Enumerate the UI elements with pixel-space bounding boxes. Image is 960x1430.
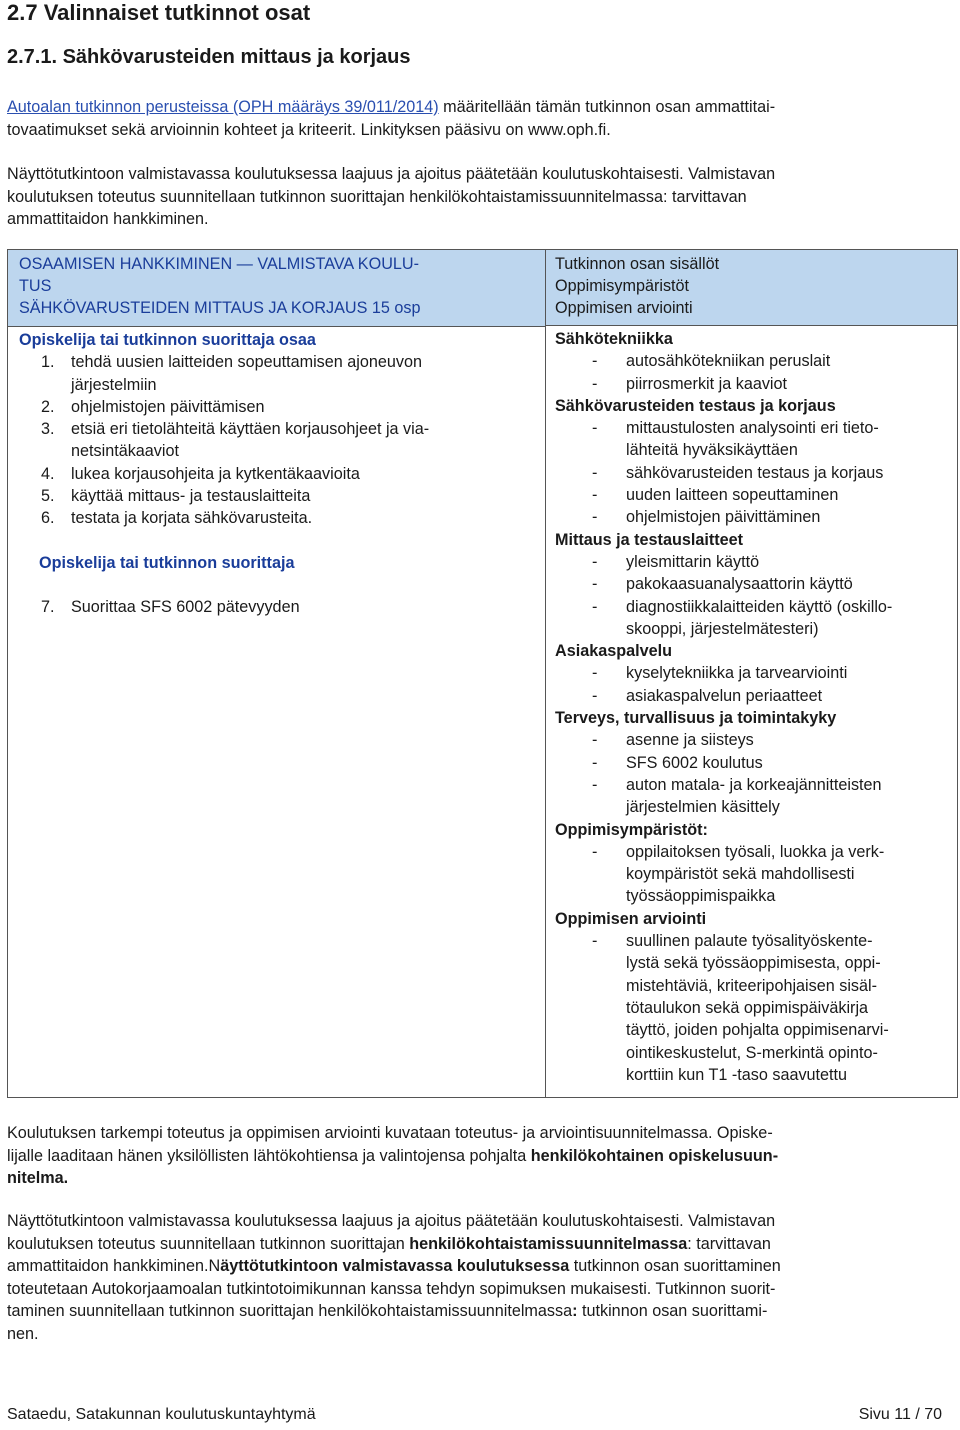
- footer-organisation: Sataedu, Satakunnan koulutuskuntayhtymä: [7, 1406, 316, 1423]
- para4-line2-a: koulutuksen toteutus suunnitellaan tutkinnon suorittajan: [7, 1234, 410, 1253]
- list-item-number: 4.: [41, 464, 55, 483]
- content-item-text: asenne ja siisteys: [626, 731, 754, 750]
- intro-paragraph: [7, 96, 953, 141]
- para3-line1: Koulutuksen tarkempi toteutus ja oppimisen arviointi kuvataan toteutus- ja arviointisuunnitelmassa. Opiske-: [7, 1124, 773, 1142]
- list-item-text: ohjelmistojen päivittämisen: [71, 397, 265, 416]
- left-header-line: SÄHKÖVARUSTEIDEN MITTAUS JA KORJAUS 15 osp: [19, 299, 421, 317]
- content-item-text: järjestelmien käsittely: [626, 798, 780, 817]
- content-item-text: työssäoppimispaikka: [626, 887, 776, 906]
- list-item-number: 6.: [41, 509, 55, 528]
- content-item-line: [555, 506, 951, 528]
- list-item-line: [19, 596, 537, 618]
- content-item-text: täyttö, joiden pohjalta oppimisenarvi-: [626, 1021, 889, 1040]
- content-section-title: Sähkötekniikka: [555, 330, 673, 348]
- list-item-line: [19, 418, 537, 440]
- list-item: [19, 396, 537, 418]
- content-list-item: [555, 573, 951, 595]
- content-item-text: mistehtäviä, kriteeripohjaisen sisäl-: [626, 976, 878, 995]
- table-left-column: [8, 250, 545, 1097]
- content-item-line: [555, 662, 951, 684]
- content-item-line: [555, 373, 951, 395]
- competence-subheading-2: Opiskelija tai tutkinnon suorittaja: [39, 553, 295, 572]
- para3-line3-bold: nitelma.: [7, 1169, 69, 1187]
- content-item-line: [555, 952, 951, 974]
- competence-subheading: Opiskelija tai tutkinnon suorittaja osaa: [19, 331, 316, 349]
- list-item: [19, 418, 537, 463]
- bullet-dash: -: [592, 664, 598, 683]
- list-item: [19, 507, 537, 529]
- para4-line3-a: ammattitaidon hankkiminen.N: [7, 1257, 221, 1275]
- content-item-line: [555, 796, 951, 818]
- competence-list: [19, 351, 537, 529]
- preparatory-training-paragraph: [7, 163, 953, 231]
- table-right-column: [545, 250, 957, 1097]
- content-item-text: lähteitä hyväksikäyttäen: [626, 441, 798, 460]
- table-right-header: [546, 250, 957, 326]
- bullet-dash: -: [592, 753, 598, 772]
- content-item-line: [555, 462, 951, 484]
- content-list-item: [555, 662, 951, 684]
- content-item-line: [555, 1064, 951, 1086]
- bullet-dash: -: [592, 419, 598, 438]
- list-item-line: [19, 507, 537, 529]
- content-list-item: [555, 462, 951, 484]
- organisation-paragraph: [7, 1210, 953, 1345]
- bullet-dash: -: [592, 508, 598, 527]
- content-item-line: [555, 885, 951, 907]
- content-item-line: [555, 729, 951, 751]
- list-item: [19, 485, 537, 507]
- list-item: [19, 351, 537, 396]
- content-item-text: diagnostiikkalaitteiden käyttö (oskillo-: [626, 597, 893, 616]
- content-item-line: [555, 551, 951, 573]
- content-item-text: lystä sekä työssäoppimisesta, oppi-: [626, 954, 881, 973]
- content-item-line: [555, 618, 951, 640]
- list-item-number: 1.: [41, 353, 55, 372]
- content-item-line: [555, 930, 951, 952]
- content-list-item: [555, 685, 951, 707]
- content-list-item: [555, 752, 951, 774]
- bullet-dash: -: [592, 463, 598, 482]
- content-item-text: koympäristöt sekä mahdollisesti: [626, 865, 855, 884]
- content-item-line: [555, 774, 951, 796]
- para4-line2-c: : tarvittavan: [687, 1234, 771, 1253]
- bullet-dash: -: [592, 597, 598, 616]
- intro-line2-text: tovaatimukset sekä arvioinnin kohteet ja kriteerit. Linkityksen pääsivu on www.oph.fi.: [7, 120, 611, 139]
- content-item-text: auton matala- ja korkeajännitteisten: [626, 775, 882, 794]
- para2-line: Näyttötutkintoon valmistavassa koulutuksessa laajuus ja ajoitus päätetään koulutuskohtaisesti. Valmistavan: [7, 165, 776, 183]
- para3-line2-text: lijalle laaditaan hänen yksilöllisten lähtökohtiensa ja valintojensa pohjalta: [7, 1146, 531, 1165]
- para3-line2-bold: henkilökohtainen opiskelusuun-: [530, 1146, 779, 1165]
- content-item-text: asiakaspalvelun periaatteet: [626, 686, 823, 705]
- right-header-line: Tutkinnon osan sisällöt: [555, 255, 720, 273]
- tutkinnon-perusteet-link[interactable]: Autoalan tutkinnon perusteissa (OPH määräys 39/011/2014): [7, 98, 439, 116]
- table-left-header: [8, 250, 545, 327]
- table-right-body: [555, 328, 951, 1086]
- content-item-text: piirrosmerkit ja kaaviot: [626, 374, 788, 393]
- content-section-title: Oppimisen arviointi: [555, 909, 707, 928]
- content-section-title: Sähkövarusteiden testaus ja korjaus: [555, 396, 836, 415]
- para4-line5-b: :: [572, 1302, 578, 1320]
- content-item-line: [555, 685, 951, 707]
- list-item-text: testata ja korjata sähkövarusteita.: [71, 509, 313, 528]
- list-item-text: etsiä eri tietolähteitä käyttäen korjausohjeet ja via-: [71, 420, 430, 439]
- bullet-dash: -: [592, 374, 598, 393]
- content-item-text: korttiin kun T1 -taso saavutettu: [626, 1065, 848, 1084]
- para4-line5-a: taminen suunnitellaan tutkinnon suorittajan henkilökohtaistamissuunnitelmassa: [7, 1302, 573, 1320]
- para2-line: ammattitaidon hankkiminen.: [7, 210, 209, 228]
- content-item-line: [555, 841, 951, 863]
- para4-line6: nen.: [7, 1324, 39, 1343]
- content-item-text: uuden laitteen sopeuttaminen: [626, 486, 839, 505]
- content-item-line: [555, 752, 951, 774]
- bullet-dash: -: [592, 352, 598, 371]
- bullet-dash: -: [592, 775, 598, 794]
- content-item-text: pakokaasuanalysaattorin käyttö: [626, 575, 853, 594]
- list-item-text: käyttää mittaus- ja testauslaitteita: [71, 487, 311, 506]
- intro-line1-text: määritellään tämän tutkinnon osan ammattitai-: [438, 98, 776, 116]
- content-item-text: yleismittarin käyttö: [626, 552, 760, 571]
- content-table: [7, 249, 958, 1098]
- content-section-title: Asiakaspalvelu: [555, 642, 672, 661]
- content-list-item: [555, 417, 951, 462]
- section-heading: 2.7 Valinnaiset tutkinnot osat: [7, 0, 311, 25]
- content-list-item: [555, 841, 951, 908]
- content-item-text: mittaustulosten analysointi eri tieto-: [626, 419, 879, 438]
- content-item-text: tötaulukon sekä oppimispäiväkirja: [626, 998, 869, 1017]
- bullet-dash: -: [592, 486, 598, 505]
- content-item-text: suullinen palaute työsalityöskente-: [626, 932, 873, 951]
- list-item-number: 5.: [41, 487, 55, 506]
- list-item-number: 7.: [41, 597, 55, 616]
- para4-line1: Näyttötutkintoon valmistavassa koulutuksessa laajuus ja ajoitus päätetään koulutuskohtaisesti. Valmistavan: [7, 1212, 776, 1230]
- content-list-item: [555, 484, 951, 506]
- list-item-text: tehdä uusien laitteiden sopeuttamisen ajoneuvon: [71, 353, 422, 372]
- list-item-number: 2.: [41, 397, 55, 416]
- implementation-paragraph: [7, 1122, 953, 1190]
- list-item: [19, 596, 537, 618]
- bullet-dash: -: [592, 731, 598, 750]
- content-list-item: [555, 729, 951, 751]
- list-item-line: [19, 374, 537, 396]
- content-list-item: [555, 350, 951, 372]
- para4-line4: toteutetaan Autokorjaamoalan tutkintotoimikunnan kanssa tehdyn sopimuksen mukaisesti. Tutkinnon suorit-: [7, 1279, 776, 1298]
- content-item-line: [555, 1019, 951, 1041]
- content-list-item: [555, 774, 951, 819]
- para4-line3-c: tutkinnon osan suorittaminen: [569, 1257, 781, 1275]
- bullet-dash: -: [592, 932, 598, 951]
- right-header-line: Oppimisympäristöt: [555, 277, 690, 295]
- list-item-text: järjestelmiin: [71, 375, 157, 394]
- content-item-line: [555, 975, 951, 997]
- content-item-text: ohjelmistojen päivittäminen: [626, 508, 821, 527]
- table-left-body: [19, 329, 537, 618]
- content-item-text: sähkövarusteiden testaus ja korjaus: [626, 463, 884, 482]
- content-item-line: [555, 1042, 951, 1064]
- para4-line5-c: tutkinnon osan suorittami-: [577, 1302, 768, 1320]
- list-item-line: [19, 485, 537, 507]
- content-item-text: skooppi, järjestelmätesteri): [626, 619, 819, 638]
- list-item-line: [19, 396, 537, 418]
- para4-line3-b: äyttötutkintoon valmistavassa koulutuksessa: [220, 1257, 570, 1275]
- content-section-title: Terveys, turvallisuus ja toimintakyky: [555, 709, 837, 728]
- para4-line2-b: henkilökohtaistamissuunnitelmassa: [409, 1234, 688, 1253]
- content-list-item: [555, 551, 951, 573]
- competence-list-2: [19, 596, 537, 618]
- list-item-text: lukea korjausohjeita ja kytkentäkaavioita: [71, 464, 360, 483]
- bullet-dash: -: [592, 686, 598, 705]
- bullet-dash: -: [592, 552, 598, 571]
- content-item-text: ointikeskustelut, S-merkintä opinto-: [626, 1043, 878, 1062]
- content-item-line: [555, 484, 951, 506]
- content-item-line: [555, 863, 951, 885]
- content-item-line: [555, 573, 951, 595]
- content-item-text: kyselytekniikka ja tarvearviointi: [626, 664, 848, 683]
- subsection-heading: 2.7.1. Sähkövarusteiden mittaus ja korjaus: [7, 46, 411, 68]
- content-item-line: [555, 997, 951, 1019]
- content-section-title: Oppimisympäristöt:: [555, 820, 708, 839]
- content-list-item: [555, 373, 951, 395]
- right-header-line: Oppimisen arviointi: [555, 299, 693, 317]
- content-item-text: SFS 6002 koulutus: [626, 753, 763, 772]
- content-list-item: [555, 930, 951, 1086]
- bullet-dash: -: [592, 842, 598, 861]
- list-item-line: [19, 463, 537, 485]
- content-item-text: autosähkötekniikan peruslait: [626, 352, 831, 371]
- left-header-line: OSAAMISEN HANKKIMINEN — VALMISTAVA KOULU-: [19, 255, 419, 273]
- list-item-line: [19, 351, 537, 373]
- content-section-title: Mittaus ja testauslaitteet: [555, 530, 744, 549]
- bullet-dash: -: [592, 575, 598, 594]
- content-item-line: [555, 350, 951, 372]
- list-item-number: 3.: [41, 420, 55, 439]
- para2-line: koulutuksen toteutus suunnitellaan tutkinnon suorittajan henkilökohtaistamissuunnitelmassa: tarvittavan: [7, 187, 747, 206]
- list-item-text: Suorittaa SFS 6002 pätevyyden: [71, 597, 300, 616]
- content-item-line: [555, 417, 951, 439]
- list-item-text: netsintäkaaviot: [71, 442, 179, 461]
- list-item: [19, 463, 537, 485]
- content-item-line: [555, 596, 951, 618]
- content-list-item: [555, 596, 951, 641]
- content-item-line: [555, 439, 951, 461]
- footer-page-number: Sivu 11 / 70: [858, 1406, 942, 1423]
- list-item-line: [19, 440, 537, 462]
- content-item-text: oppilaitoksen työsali, luokka ja verk-: [626, 842, 885, 861]
- left-header-line: TUS: [19, 277, 52, 295]
- content-list-item: [555, 506, 951, 528]
